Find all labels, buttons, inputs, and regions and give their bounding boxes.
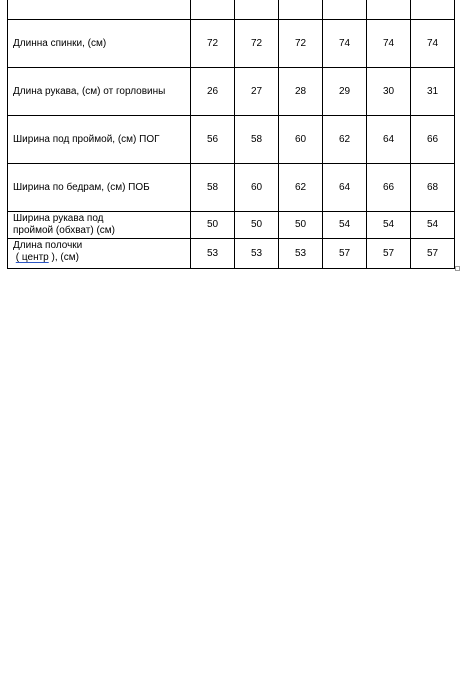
row-value: 64: [367, 116, 411, 164]
table-header-row: [8, 0, 455, 20]
row-value: 53: [191, 239, 235, 269]
size-chart-table: [7, 0, 455, 269]
row-value: 74: [411, 20, 455, 68]
row-value: 50: [235, 212, 279, 239]
header-size-cell: [191, 0, 235, 20]
row-value: 62: [279, 164, 323, 212]
row-label-line: [13, 252, 190, 264]
row-label: Длина рукава, (см) от горловины: [8, 68, 191, 116]
header-size-cell: [235, 0, 279, 20]
header-size-cell: [411, 0, 455, 20]
row-value: 26: [191, 68, 235, 116]
table-row-sleeve-length: [8, 68, 455, 116]
row-value: 74: [323, 20, 367, 68]
row-label: Длинна спинки, (см): [8, 20, 191, 68]
row-value: 54: [367, 212, 411, 239]
row-value: 53: [235, 239, 279, 269]
row-value: 66: [411, 116, 455, 164]
row-value: 57: [323, 239, 367, 269]
table-row-front-length: [8, 239, 455, 269]
row-value: 60: [279, 116, 323, 164]
table-row-chest-width: [8, 116, 455, 164]
row-value: 72: [235, 20, 279, 68]
row-value: 64: [323, 164, 367, 212]
header-size-cell: [323, 0, 367, 20]
row-value: 58: [191, 164, 235, 212]
row-value: 66: [367, 164, 411, 212]
row-label: [8, 239, 191, 269]
row-label: [8, 212, 191, 239]
center-note: ( центр: [15, 252, 49, 263]
table-row-hip-width: [8, 164, 455, 212]
row-label-line: проймой (обхват) (см): [13, 225, 115, 236]
row-value: 57: [367, 239, 411, 269]
row-label-suffix: ), (см): [48, 252, 79, 263]
row-value: 30: [367, 68, 411, 116]
row-value: 28: [279, 68, 323, 116]
row-label: Ширина по бедрам, (см) ПОБ: [8, 164, 191, 212]
header-size-cell: [279, 0, 323, 20]
row-label-line: Ширина рукава под: [13, 213, 104, 224]
row-value: 58: [235, 116, 279, 164]
row-value: 31: [411, 68, 455, 116]
row-value: 72: [279, 20, 323, 68]
row-value: 54: [323, 212, 367, 239]
row-value: 50: [279, 212, 323, 239]
row-value: 57: [411, 239, 455, 269]
row-value: 56: [191, 116, 235, 164]
row-value: 62: [323, 116, 367, 164]
row-label-line: Длина полочки: [13, 240, 83, 251]
row-value: 29: [323, 68, 367, 116]
header-size-cell: [367, 0, 411, 20]
row-value: 50: [191, 212, 235, 239]
row-value: 60: [235, 164, 279, 212]
row-value: 53: [279, 239, 323, 269]
row-value: 68: [411, 164, 455, 212]
header-title-cell: [8, 0, 191, 20]
row-value: 54: [411, 212, 455, 239]
table-row-sleeve-width: [8, 212, 455, 239]
table-resize-handle[interactable]: [455, 266, 460, 271]
row-value: 27: [235, 68, 279, 116]
table-row-back-length: [8, 20, 455, 68]
row-value: 72: [191, 20, 235, 68]
row-value: 74: [367, 20, 411, 68]
row-label: Ширина под проймой, (см) ПОГ: [8, 116, 191, 164]
